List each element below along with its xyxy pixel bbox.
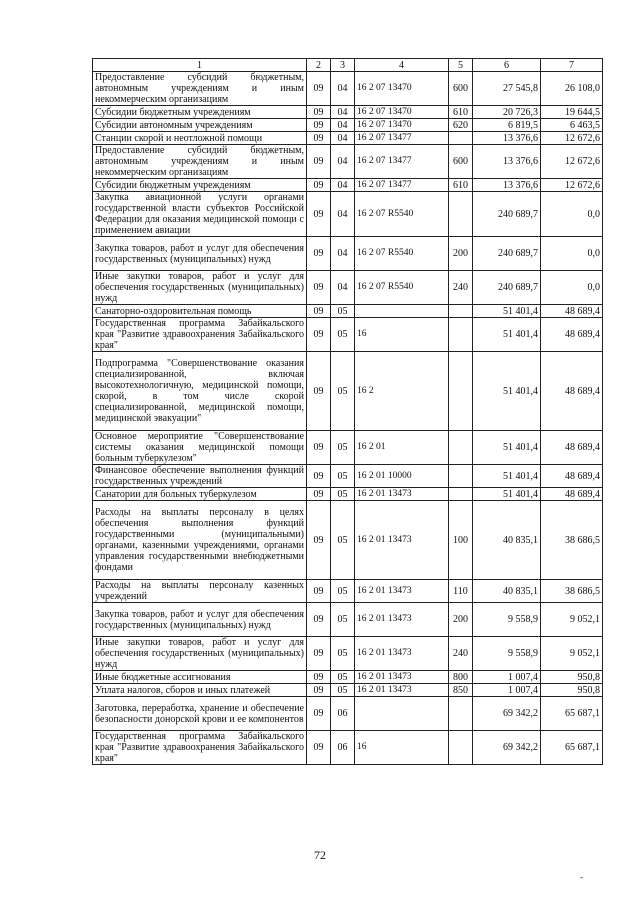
- row-expense-type: 200: [449, 603, 473, 637]
- row-amount-1: 27 545,8: [473, 72, 541, 106]
- column-header: 3: [331, 59, 355, 72]
- row-expense-type: [449, 431, 473, 465]
- table-row: [93, 431, 603, 465]
- row-name: Расходы на выплаты персоналу в целях обеспечения выполнения функций государственными (муниципальными) органами, казенными учреждениями, органами управления государственными внебюджетными фондами: [93, 501, 307, 580]
- row-expense-type: 600: [449, 145, 473, 179]
- row-name: Станции скорой и неотложной помощи: [93, 132, 307, 145]
- row-section: 09: [307, 119, 331, 132]
- row-name: Санатории для больных туберкулезом: [93, 488, 307, 501]
- corner-mark: -: [580, 872, 583, 882]
- row-target-article: 16 2 07 13477: [355, 179, 449, 192]
- row-amount-1: 13 376,6: [473, 179, 541, 192]
- row-subsection: 04: [331, 237, 355, 271]
- row-name: Субсидии бюджетным учреждениям: [93, 179, 307, 192]
- row-name: Подпрограмма "Совершенствование оказания специализированной, включая высокотехнологичную, медицинской помощи, скорой, в том числе скорой специализированной, медицинской помощи, медицинской эвакуации": [93, 352, 307, 431]
- row-amount-2: 0,0: [541, 271, 603, 305]
- row-expense-type: [449, 352, 473, 431]
- row-section: 09: [307, 192, 331, 237]
- table-row: [93, 271, 603, 305]
- row-name: Расходы на выплаты персоналу казенных учреждений: [93, 580, 307, 603]
- row-amount-2: 950,8: [541, 671, 603, 684]
- column-header: 6: [473, 59, 541, 72]
- row-section: 09: [307, 603, 331, 637]
- row-target-article: 16 2 07 13470: [355, 119, 449, 132]
- row-subsection: 06: [331, 731, 355, 765]
- row-amount-2: 48 689,4: [541, 488, 603, 501]
- row-expense-type: [449, 465, 473, 488]
- row-subsection: 04: [331, 132, 355, 145]
- row-amount-2: 0,0: [541, 192, 603, 237]
- row-section: 09: [307, 465, 331, 488]
- row-section: 09: [307, 237, 331, 271]
- row-target-article: 16 2 01: [355, 431, 449, 465]
- row-amount-2: 950,8: [541, 684, 603, 697]
- row-name: Санаторно-оздоровительная помощь: [93, 305, 307, 318]
- row-subsection: 05: [331, 637, 355, 671]
- row-amount-2: 48 689,4: [541, 305, 603, 318]
- row-amount-2: 12 672,6: [541, 132, 603, 145]
- table-row: [93, 352, 603, 431]
- row-subsection: 04: [331, 192, 355, 237]
- row-target-article: 16 2 01 13473: [355, 603, 449, 637]
- row-name: Уплата налогов, сборов и иных платежей: [93, 684, 307, 697]
- table-row: [93, 179, 603, 192]
- row-amount-1: 9 558,9: [473, 637, 541, 671]
- row-name: Субсидии бюджетным учреждениям: [93, 106, 307, 119]
- row-amount-1: 69 342,2: [473, 731, 541, 765]
- row-section: 09: [307, 697, 331, 731]
- row-section: 09: [307, 488, 331, 501]
- row-name: Закупка авиационной услуги органами государственной власти субъектов Российской Федерации для оказания медицинской помощи с применением авиации: [93, 192, 307, 237]
- row-name: Закупка товаров, работ и услуг для обеспечения государственных (муниципальных) нужд: [93, 237, 307, 271]
- row-target-article: [355, 697, 449, 731]
- row-section: 09: [307, 271, 331, 305]
- table-header-row: [93, 59, 603, 72]
- row-subsection: 06: [331, 697, 355, 731]
- row-name: Государственная программа Забайкальского края "Развитие здравоохранения Забайкальского края": [93, 731, 307, 765]
- table-row: [93, 119, 603, 132]
- row-section: 09: [307, 318, 331, 352]
- table-row: [93, 192, 603, 237]
- row-target-article: 16 2 01 13473: [355, 501, 449, 580]
- row-name: Закупка товаров, работ и услуг для обеспечения государственных (муниципальных) нужд: [93, 603, 307, 637]
- row-name: Предоставление субсидий бюджетным, автономным учреждениям и иным некоммерческим организациям: [93, 72, 307, 106]
- row-expense-type: [449, 305, 473, 318]
- column-header: 1: [93, 59, 307, 72]
- row-target-article: 16 2 07 13477: [355, 145, 449, 179]
- row-section: 09: [307, 145, 331, 179]
- row-subsection: 04: [331, 119, 355, 132]
- row-subsection: 05: [331, 501, 355, 580]
- row-section: 09: [307, 305, 331, 318]
- table-row: [93, 603, 603, 637]
- row-subsection: 05: [331, 580, 355, 603]
- row-amount-2: 0,0: [541, 237, 603, 271]
- row-section: 09: [307, 72, 331, 106]
- table-row: [93, 237, 603, 271]
- row-section: 09: [307, 671, 331, 684]
- row-amount-2: 65 687,1: [541, 731, 603, 765]
- row-expense-type: [449, 132, 473, 145]
- row-name: Предоставление субсидий бюджетным, автономным учреждениям и иным некоммерческим организациям: [93, 145, 307, 179]
- row-amount-2: 12 672,6: [541, 179, 603, 192]
- row-subsection: 05: [331, 603, 355, 637]
- row-expense-type: 200: [449, 237, 473, 271]
- row-name: Основное мероприятие "Совершенствование системы оказания медицинской помощи больным туберкулезом": [93, 431, 307, 465]
- row-target-article: 16 2 07 R5540: [355, 271, 449, 305]
- row-amount-1: 13 376,6: [473, 145, 541, 179]
- row-target-article: 16 2: [355, 352, 449, 431]
- row-subsection: 05: [331, 431, 355, 465]
- budget-table: [92, 58, 603, 765]
- row-section: 09: [307, 580, 331, 603]
- row-amount-1: 240 689,7: [473, 237, 541, 271]
- table-row: [93, 318, 603, 352]
- row-amount-1: 51 401,4: [473, 431, 541, 465]
- table-row: [93, 731, 603, 765]
- row-subsection: 05: [331, 671, 355, 684]
- row-expense-type: 240: [449, 271, 473, 305]
- table-row: [93, 465, 603, 488]
- row-amount-2: 48 689,4: [541, 352, 603, 431]
- row-amount-2: 12 672,6: [541, 145, 603, 179]
- row-subsection: 05: [331, 684, 355, 697]
- row-target-article: 16 2 01 13473: [355, 671, 449, 684]
- column-header: 2: [307, 59, 331, 72]
- row-target-article: 16 2 01 10000: [355, 465, 449, 488]
- table-row: [93, 132, 603, 145]
- row-amount-1: 1 007,4: [473, 684, 541, 697]
- row-amount-2: 48 689,4: [541, 465, 603, 488]
- row-amount-2: 65 687,1: [541, 697, 603, 731]
- column-header: 4: [355, 59, 449, 72]
- table-row: [93, 684, 603, 697]
- row-subsection: 05: [331, 305, 355, 318]
- table-row: [93, 488, 603, 501]
- row-subsection: 04: [331, 106, 355, 119]
- row-target-article: [355, 305, 449, 318]
- table-body: [93, 59, 603, 765]
- row-subsection: 04: [331, 271, 355, 305]
- row-amount-2: 48 689,4: [541, 431, 603, 465]
- row-target-article: 16 2 07 13470: [355, 72, 449, 106]
- row-amount-2: 9 052,1: [541, 637, 603, 671]
- row-section: 09: [307, 179, 331, 192]
- row-target-article: 16 2 07 R5540: [355, 237, 449, 271]
- row-section: 09: [307, 731, 331, 765]
- row-expense-type: [449, 697, 473, 731]
- row-expense-type: 610: [449, 106, 473, 119]
- row-name: Иные бюджетные ассигнования: [93, 671, 307, 684]
- row-amount-2: 48 689,4: [541, 318, 603, 352]
- table-row: [93, 72, 603, 106]
- row-subsection: 05: [331, 465, 355, 488]
- row-amount-1: 6 819,5: [473, 119, 541, 132]
- row-section: 09: [307, 501, 331, 580]
- row-amount-2: 19 644,5: [541, 106, 603, 119]
- row-target-article: 16 2 01 13473: [355, 684, 449, 697]
- row-target-article: 16: [355, 318, 449, 352]
- row-expense-type: 850: [449, 684, 473, 697]
- row-target-article: 16 2 07 13477: [355, 132, 449, 145]
- row-amount-1: 20 726,3: [473, 106, 541, 119]
- row-subsection: 05: [331, 488, 355, 501]
- row-amount-1: 69 342,2: [473, 697, 541, 731]
- row-target-article: 16 2 07 13470: [355, 106, 449, 119]
- row-amount-1: 51 401,4: [473, 352, 541, 431]
- row-section: 09: [307, 132, 331, 145]
- table-row: [93, 580, 603, 603]
- row-amount-1: 240 689,7: [473, 192, 541, 237]
- row-expense-type: 100: [449, 501, 473, 580]
- row-target-article: 16 2 01 13473: [355, 580, 449, 603]
- table-row: [93, 145, 603, 179]
- row-name: Финансовое обеспечение выполнения функций государственных учреждений: [93, 465, 307, 488]
- row-amount-2: 38 686,5: [541, 580, 603, 603]
- row-subsection: 05: [331, 352, 355, 431]
- row-section: 09: [307, 684, 331, 697]
- row-subsection: 04: [331, 179, 355, 192]
- table-row: [93, 106, 603, 119]
- table-row: [93, 501, 603, 580]
- row-amount-1: 240 689,7: [473, 271, 541, 305]
- table-row: [93, 637, 603, 671]
- row-amount-2: 9 052,1: [541, 603, 603, 637]
- row-amount-1: 51 401,4: [473, 318, 541, 352]
- row-section: 09: [307, 431, 331, 465]
- row-target-article: 16 2 01 13473: [355, 488, 449, 501]
- row-expense-type: 240: [449, 637, 473, 671]
- row-expense-type: [449, 318, 473, 352]
- row-name: Субсидии автономным учреждениям: [93, 119, 307, 132]
- row-section: 09: [307, 106, 331, 119]
- page-number: 72: [314, 848, 326, 862]
- row-expense-type: [449, 488, 473, 501]
- row-expense-type: 600: [449, 72, 473, 106]
- row-target-article: 16 2 07 R5540: [355, 192, 449, 237]
- row-expense-type: 620: [449, 119, 473, 132]
- row-section: 09: [307, 352, 331, 431]
- table-row: [93, 671, 603, 684]
- row-target-article: 16: [355, 731, 449, 765]
- column-header: 5: [449, 59, 473, 72]
- row-expense-type: 610: [449, 179, 473, 192]
- row-amount-1: 51 401,4: [473, 465, 541, 488]
- row-amount-1: 51 401,4: [473, 488, 541, 501]
- table-row: [93, 697, 603, 731]
- row-expense-type: [449, 731, 473, 765]
- row-amount-1: 1 007,4: [473, 671, 541, 684]
- column-header: 7: [541, 59, 603, 72]
- row-name: Заготовка, переработка, хранение и обеспечение безопасности донорской крови и ее компонентов: [93, 697, 307, 731]
- budget-table-page: [92, 58, 602, 765]
- row-section: 09: [307, 637, 331, 671]
- row-subsection: 04: [331, 72, 355, 106]
- row-name: Иные закупки товаров, работ и услуг для обеспечения государственных (муниципальных) нужд: [93, 271, 307, 305]
- row-amount-2: 38 686,5: [541, 501, 603, 580]
- table-row: [93, 305, 603, 318]
- row-expense-type: 800: [449, 671, 473, 684]
- row-expense-type: [449, 192, 473, 237]
- row-amount-2: 26 108,0: [541, 72, 603, 106]
- row-subsection: 04: [331, 145, 355, 179]
- row-amount-1: 40 835,1: [473, 501, 541, 580]
- row-amount-2: 6 463,5: [541, 119, 603, 132]
- row-subsection: 05: [331, 318, 355, 352]
- row-target-article: 16 2 01 13473: [355, 637, 449, 671]
- row-amount-1: 40 835,1: [473, 580, 541, 603]
- row-amount-1: 51 401,4: [473, 305, 541, 318]
- row-name: Государственная программа Забайкальского края "Развитие здравоохранения Забайкальского края": [93, 318, 307, 352]
- row-expense-type: 110: [449, 580, 473, 603]
- row-name: Иные закупки товаров, работ и услуг для обеспечения государственных (муниципальных) нужд: [93, 637, 307, 671]
- row-amount-1: 9 558,9: [473, 603, 541, 637]
- row-amount-1: 13 376,6: [473, 132, 541, 145]
